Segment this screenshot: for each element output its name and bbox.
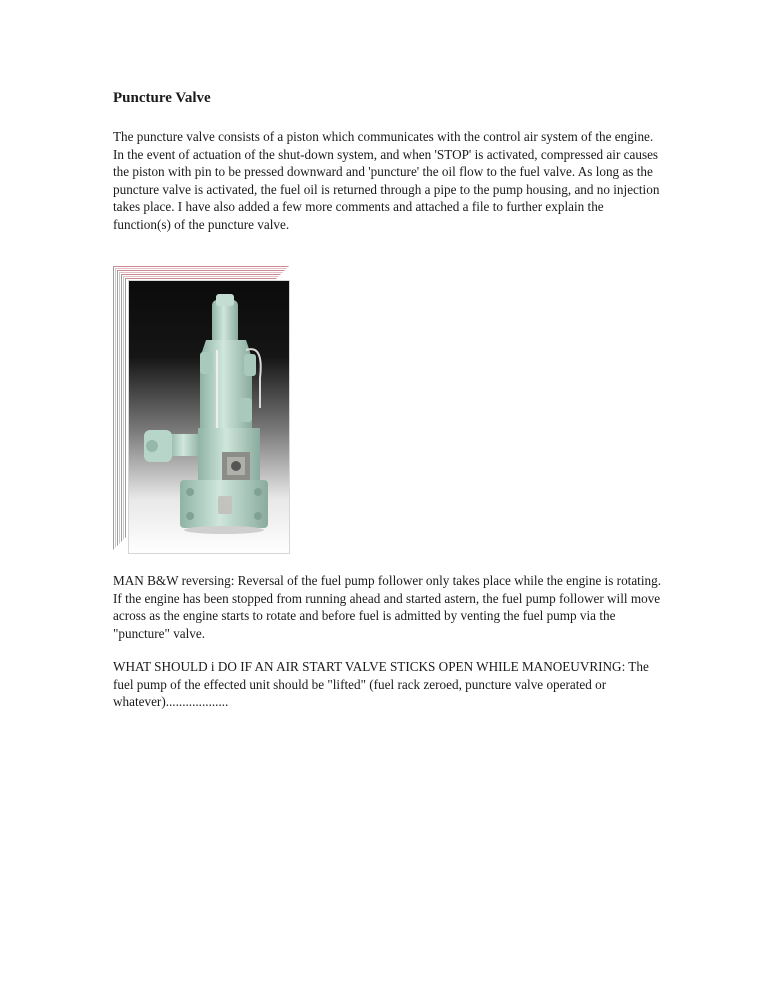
puncture-valve-photo xyxy=(128,280,290,554)
intro-paragraph: The puncture valve consists of a piston which communicates with the control air system of the engine. In the event of actuation of the shut-down system, and when 'STOP' is activated, compressed air causes the piston with pin to be pressed downward and 'puncture' the oil flow to the fuel valve. As long as the puncture valve is activated, the fuel oil is returned through a pipe to the pump housing, and no injection takes place. I have also added a few more comments and attached a file to further explain the function(s) of the puncture valve. xyxy=(113,129,660,232)
page-title: Puncture Valve xyxy=(113,90,211,106)
air-start-valve-paragraph: WHAT SHOULD i DO IF AN AIR START VALVE STICKS OPEN WHILE MANOEUVRING: The fuel pump of the effected unit should be "lifted" (fuel rack zeroed, puncture valve operated or whatever)................... xyxy=(113,659,649,710)
reversing-paragraph: MAN B&W reversing: Reversal of the fuel pump follower only takes place while the engine is rotating. If the engine has been stopped from running ahead and started astern, the fuel pump follower will move across as the engine starts to rotate and before fuel is admitted by venting the fuel pump via the "puncture" valve. xyxy=(113,573,661,641)
